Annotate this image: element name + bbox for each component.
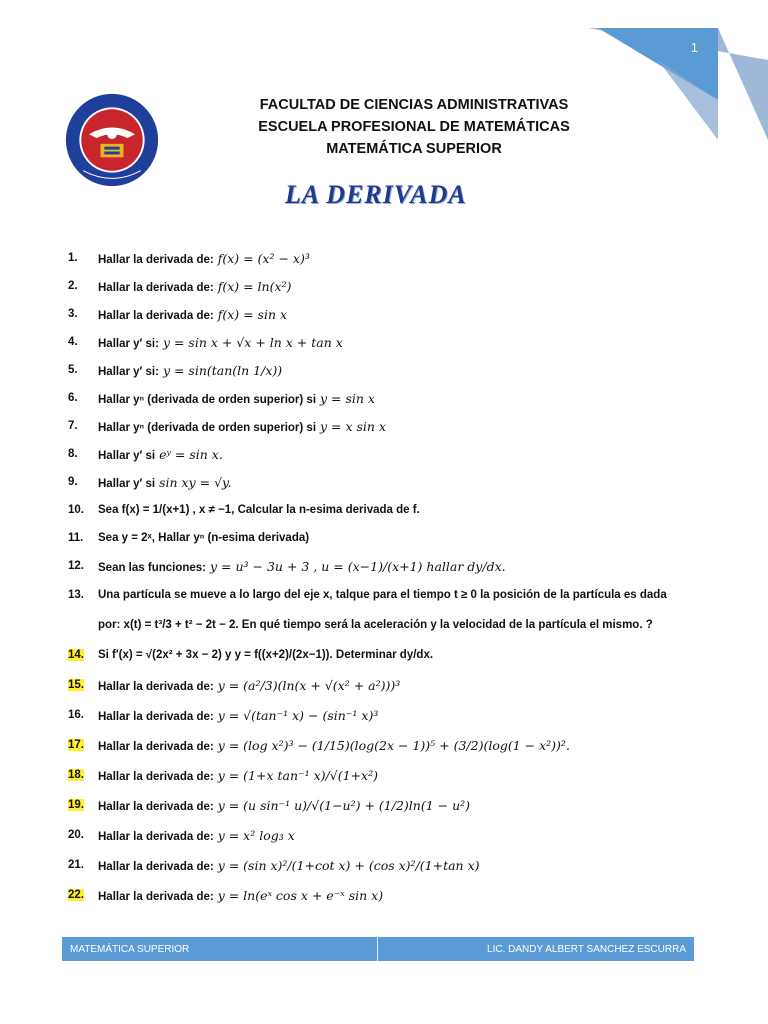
problem-list [68, 244, 718, 910]
problem-item [68, 552, 718, 580]
problem-text [98, 888, 718, 903]
page-footer [62, 937, 694, 961]
course-name: MATEMÁTICA SUPERIOR [326, 141, 502, 157]
problem-number [68, 560, 98, 572]
problem-text [98, 419, 718, 434]
problem-text [98, 504, 718, 516]
problem-formula: y = ln(eˣ cos x + e⁻ˣ sin x) [217, 887, 384, 903]
problem-statement: Hallar la derivada de: [98, 253, 214, 266]
problem-number [68, 589, 98, 601]
problem-statement: Si f′(x) = √(2x² + 3x − 2) y y = f((x+2)/(2x−1)). Determinar dy/dx. [98, 649, 434, 661]
problem-text [98, 649, 718, 661]
problem-formula: y = sin x [320, 390, 375, 406]
problem-number [68, 476, 98, 488]
problem-text [98, 335, 718, 350]
problem-number [68, 829, 98, 841]
problem-statement: Hallar y′ si [98, 477, 156, 490]
problem-item [68, 790, 718, 820]
problem-item [68, 468, 718, 496]
problem-number-label: 9. [68, 476, 78, 488]
problem-text [98, 279, 718, 294]
problem-number [68, 859, 98, 871]
problem-statement: Hallar yⁿ (derivada de orden superior) si [98, 421, 317, 434]
problem-number [68, 364, 98, 376]
problem-statement: Hallar la derivada de: [98, 740, 214, 753]
problem-number-label: 6. [68, 392, 78, 404]
problem-statement: Hallar la derivada de: [98, 830, 214, 843]
problem-number [68, 420, 98, 432]
problem-number-label: 19. [68, 799, 84, 811]
problem-item [68, 384, 718, 412]
problem-item [68, 850, 718, 880]
problem-text [98, 678, 718, 693]
problem-text [98, 391, 718, 406]
problem-item [68, 700, 718, 730]
problem-number-label: 8. [68, 448, 78, 460]
problem-number [68, 448, 98, 460]
problem-statement: Sea y = 2ˣ, Hallar yⁿ (n-esima derivada) [98, 532, 310, 544]
problem-number [68, 336, 98, 348]
problem-number-label: 10. [68, 504, 84, 516]
problem-number-label: 17. [68, 739, 84, 751]
problem-text [98, 798, 718, 813]
problem-number [68, 252, 98, 264]
problem-number-label: 14. [68, 649, 84, 661]
problem-number [68, 739, 98, 751]
problem-text [98, 858, 718, 873]
problem-number-label: 3. [68, 308, 78, 320]
problem-statement: Hallar la derivada de: [98, 309, 214, 322]
problem-statement: Hallar y′ si: [98, 337, 159, 350]
problem-text [98, 447, 718, 462]
problem-formula: sin xy = √y. [159, 474, 232, 490]
problem-statement: Hallar la derivada de: [98, 770, 214, 783]
problem-number-label: 18. [68, 769, 84, 781]
problem-item [68, 670, 718, 700]
problem-text [98, 559, 718, 574]
problem-text [98, 589, 718, 601]
problem-statement: Hallar y′ si: [98, 365, 159, 378]
problem-number [68, 504, 98, 516]
problem-statement: Hallar la derivada de: [98, 890, 214, 903]
problem-number [68, 799, 98, 811]
problem-item [68, 760, 718, 790]
problem-text [98, 828, 718, 843]
problem-formula: y = sin(tan(ln 1/x)) [162, 362, 283, 378]
problem-number [68, 679, 98, 691]
problem-item [68, 524, 718, 552]
problem-text [98, 619, 718, 631]
problem-formula: y = x sin x [320, 418, 387, 434]
problem-number [68, 392, 98, 404]
problem-statement: Sean las funciones: [98, 561, 207, 574]
problem-formula: y = u³ − 3u + 3 , u = (x−1)/(x+1) hallar dy/dx. [210, 558, 506, 574]
problem-text [98, 475, 718, 490]
problem-statement: Hallar la derivada de: [98, 800, 214, 813]
problem-text [98, 768, 718, 783]
problem-statement: Hallar y′ si [98, 449, 156, 462]
problem-number-label: 12. [68, 560, 84, 572]
problem-item [68, 580, 718, 610]
problem-number-label: 13. [68, 589, 84, 601]
problem-formula: y = (a²/3)(ln(x + √(x² + a²)))³ [217, 677, 401, 693]
problem-statement: por: x(t) = t³/3 + t² − 2t − 2. En qué tiempo será la aceleración y la velocidad de la partícula el mismo. ? [98, 619, 653, 631]
problem-number [68, 709, 98, 721]
problem-number [68, 769, 98, 781]
problem-text [98, 708, 718, 723]
problem-number-label: 5. [68, 364, 78, 376]
problem-formula: f(x) = ln(x²) [217, 278, 292, 294]
problem-formula: y = √(tan⁻¹ x) − (sin⁻¹ x)³ [217, 707, 379, 723]
problem-item [68, 730, 718, 760]
problem-formula: eʸ = sin x. [159, 446, 223, 462]
problem-item [68, 610, 718, 640]
problem-statement: Hallar la derivada de: [98, 860, 214, 873]
faculty-name: FACULTAD DE CIENCIAS ADMINISTRATIVAS [259, 97, 569, 113]
problem-formula: y = x² log₃ x [217, 827, 295, 843]
problem-number-label: 15. [68, 679, 84, 691]
problem-statement: Hallar la derivada de: [98, 710, 214, 723]
problem-item [68, 496, 718, 524]
problem-number-label: 21. [68, 859, 84, 871]
problem-formula: y = sin x + √x + ln x + tan x [162, 334, 343, 350]
problem-item [68, 244, 718, 272]
problem-item [68, 300, 718, 328]
page-number: 1 [690, 40, 698, 55]
problem-statement: Hallar la derivada de: [98, 680, 214, 693]
document-header [0, 94, 768, 160]
problem-number-label: 11. [68, 532, 84, 544]
problem-formula: y = (1+x tan⁻¹ x)/√(1+x²) [217, 767, 378, 783]
problem-item [68, 880, 718, 910]
problem-text [98, 363, 718, 378]
problem-formula: y = (sin x)²/(1+cot x) + (cos x)²/(1+tan x) [217, 857, 480, 873]
problem-text [98, 307, 718, 322]
problem-text [98, 532, 718, 544]
problem-formula: f(x) = sin x [217, 306, 288, 322]
problem-number [68, 280, 98, 292]
problem-formula: y = (u sin⁻¹ u)/√(1−u²) + (1/2)ln(1 − u²) [217, 797, 471, 813]
problem-statement: Sea f(x) = 1/(x+1) , x ≠ −1, Calcular la n-esima derivada de f. [98, 504, 420, 516]
problem-item [68, 356, 718, 384]
problem-text [98, 251, 718, 266]
problem-item [68, 328, 718, 356]
problem-statement: Hallar la derivada de: [98, 281, 214, 294]
problem-number-label: 20. [68, 829, 84, 841]
problem-formula: f(x) = (x² − x)³ [217, 250, 310, 266]
problem-text [98, 738, 718, 753]
document-title: LA DERIVADA [285, 180, 467, 209]
problem-number [68, 649, 98, 661]
problem-number-label: 2. [68, 280, 78, 292]
problem-number [68, 308, 98, 320]
problem-number [68, 532, 98, 544]
footer-course: MATEMÁTICA SUPERIOR [62, 937, 378, 961]
problem-number-label: 16. [68, 709, 84, 721]
problem-number-label: 1. [68, 252, 78, 264]
problem-formula: y = (log x²)³ − (1/15)(log(2x − 1))⁵ + (3/2)(log(1 − x²))². [217, 737, 570, 753]
school-name: ESCUELA PROFESIONAL DE MATEMÁTICAS [258, 119, 570, 135]
footer-author: LIC. DANDY ALBERT SANCHEZ ESCURRA [487, 943, 686, 955]
problem-number-label: 22. [68, 889, 84, 901]
problem-number-label: 4. [68, 336, 78, 348]
problem-item [68, 640, 718, 670]
problem-item [68, 272, 718, 300]
problem-number [68, 889, 98, 901]
problem-statement: Hallar yⁿ (derivada de orden superior) si [98, 393, 317, 406]
problem-number-label: 7. [68, 420, 78, 432]
problem-statement: Una partícula se mueve a lo largo del eje x, talque para el tiempo t ≥ 0 la posición de la partícula es dada [98, 589, 667, 601]
problem-item [68, 820, 718, 850]
problem-item [68, 412, 718, 440]
problem-item [68, 440, 718, 468]
